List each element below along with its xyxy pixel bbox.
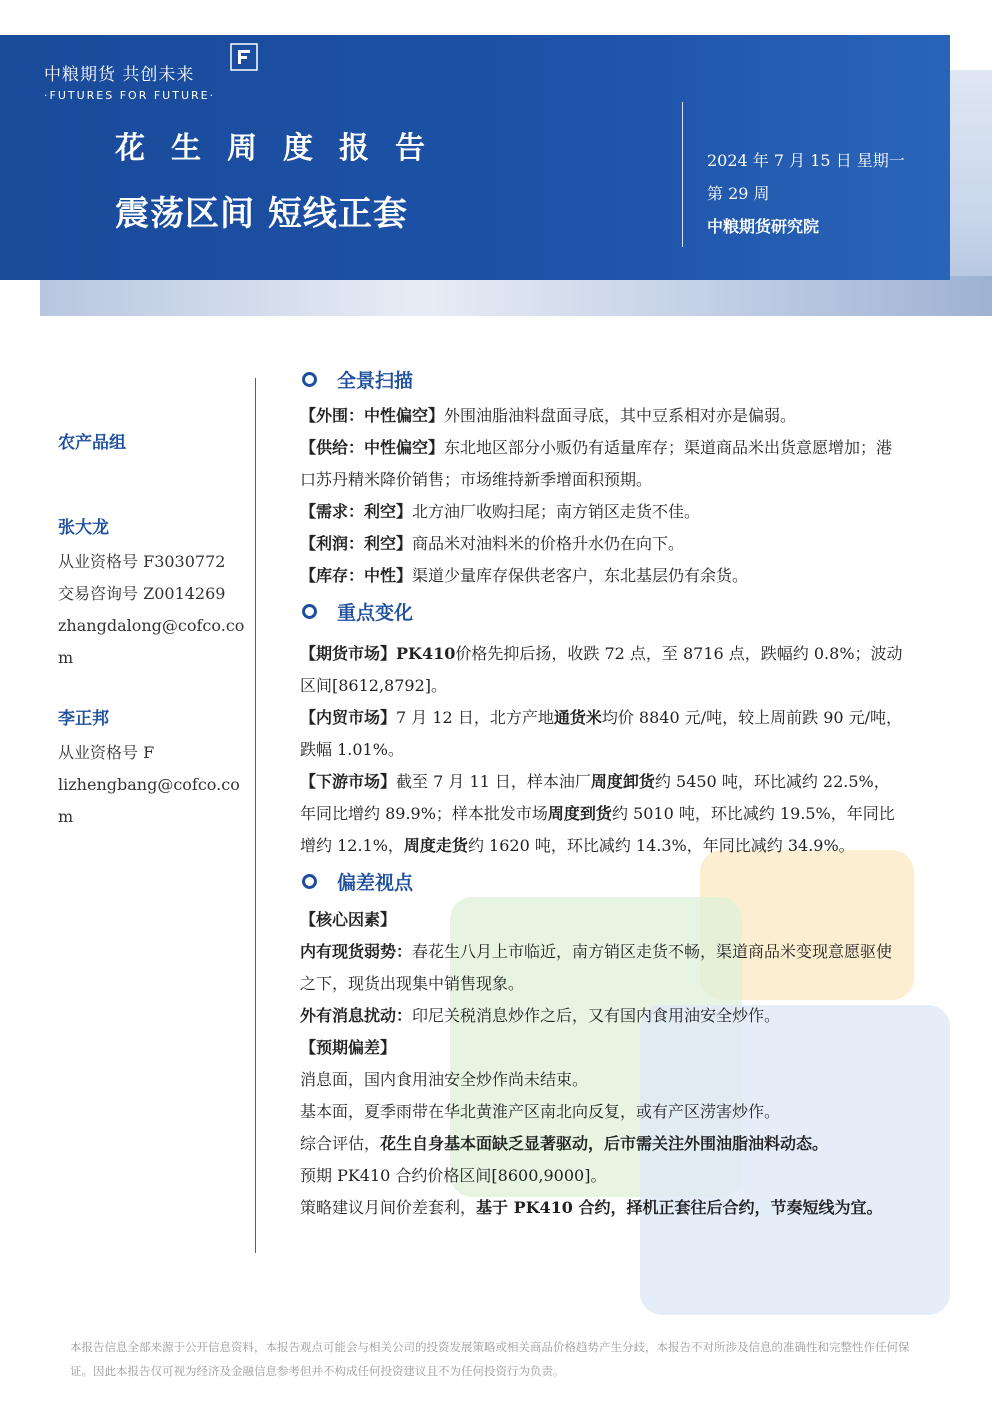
circle-bullet-icon <box>302 874 317 889</box>
circle-bullet-icon <box>302 604 317 619</box>
section-title: 重点变化 <box>337 601 414 624</box>
cofco-logo-icon <box>230 43 258 71</box>
core-factors-tag: 【核心因素】 <box>300 910 397 929</box>
sidebar <box>58 428 248 833</box>
analyst-name: 李正邦 <box>58 709 109 729</box>
circle-bullet-icon <box>302 372 317 387</box>
disclaimer: 本报告信息全部来源于公开信息资料，本报告观点可能会与相关公司的投资发展策略或相关商品价格趋势产生分歧，本报告不对所涉及信息的准确性和完整性作任何保证。因此本报告仅可视为经济及金融信息参考但并不构成任何投资建议且不为任何投资行为负责。 <box>70 1340 910 1378</box>
report-date: 2024 年 7 月 15 日 星期一 <box>707 151 905 170</box>
section-heading <box>300 862 905 900</box>
group-name: 农产品组 <box>58 433 126 453</box>
report-meta <box>707 144 905 243</box>
brand-block <box>44 60 215 102</box>
overview-item: 【利润：利空】商品米对油料米的价格升水仍在向下。 <box>300 534 685 553</box>
core-factor: 外有消息扰动：印尼关税消息炒作之后，又有国内食用油安全炒作。 <box>300 1006 781 1025</box>
view-line: 预期 PK410 合约价格区间[8600,9000]。 <box>300 1166 607 1185</box>
section-heading <box>300 592 905 630</box>
report-institute: 中粮期货研究院 <box>707 217 820 236</box>
report-week: 第 29 周 <box>707 184 770 203</box>
brand-slogan-cn: 中粮期货 共创未来 <box>44 65 195 85</box>
overview-item: 【供给：中性偏空】东北地区部分小贩仍有适量库存；渠道商品米出货意愿增加；港口苏丹精米降价销售；市场维持新季增面积预期。 <box>300 438 893 489</box>
domestic-market-paragraph: 【内贸市场】7 月 12 日，北方产地通货米均价 8840 元/吨，较上周前跌 90 元/吨，跌幅 1.01%。 <box>300 708 903 759</box>
analyst-email[interactable]: zhangdalong@cofco.com <box>58 616 245 667</box>
overview-item: 【需求：利空】北方油厂收购扫尾；南方销区走货不佳。 <box>300 502 701 521</box>
futures-market-paragraph: 【期货市场】PK410价格先抑后扬，收跌 72 点，至 8716 点，跌幅约 0.8%；波动区间[8612,8792]。 <box>300 644 903 695</box>
analyst-name: 张大龙 <box>58 518 109 538</box>
analyst-license: 从业资格号 F3030772 <box>58 552 226 571</box>
section-heading <box>300 360 905 398</box>
section-title: 偏差视点 <box>337 871 414 894</box>
view-line: 综合评估，花生自身基本面缺乏显著驱动，后市需关注外围油脂油料动态。 <box>300 1134 829 1153</box>
analyst-license: 从业资格号 F <box>58 743 155 762</box>
analyst-email[interactable]: lizhengbang@cofco.com <box>58 775 240 826</box>
overview-item: 【库存：中性】渠道少量库存保供老客户，东北基层仍有余货。 <box>300 566 749 585</box>
view-line: 消息面，国内食用油安全炒作尚未结束。 <box>300 1070 589 1089</box>
report-subtitle: 震荡区间 短线正套 <box>115 194 408 234</box>
overview-item: 【外围：中性偏空】外围油脂油料盘面寻底，其中豆系相对亦是偏弱。 <box>300 406 797 425</box>
banner-divider <box>682 102 683 247</box>
downstream-market-paragraph: 【下游市场】截至 7 月 11 日，样本油厂周度卸货约 5450 吨，环比减约 22.5%，年同比增约 89.9%；样本批发市场周度到货约 5010 吨，环比减约 19.5%，年同比增约 12.1%，周度走货约 1620 吨，环比减约 14.3%，年同比减约 34.9%。 <box>300 772 895 855</box>
section-title: 全景扫描 <box>337 369 414 392</box>
brand-slogan-en: ·FUTURES FOR FUTURE· <box>44 89 216 102</box>
expectation-gap-tag: 【预期偏差】 <box>300 1038 397 1057</box>
report-title: 花生周度报告 <box>115 131 451 166</box>
view-line: 基本面，夏季雨带在华北黄淮产区南北向反复，或有产区涝害炒作。 <box>300 1102 781 1121</box>
analyst-consult-license: 交易咨询号 Z0014269 <box>58 584 226 603</box>
core-factor: 内有现货弱势：春花生八月上市临近，南方销区走货不畅，渠道商品米变现意愿驱使之下，现货出现集中销售现象。 <box>300 942 893 993</box>
sidebar-divider <box>255 378 256 1253</box>
strategy-line: 策略建议月间价差套利，基于 PK410 合约，择机正套往后合约，节奏短线为宜。 <box>300 1198 883 1217</box>
main-content <box>300 360 905 1224</box>
